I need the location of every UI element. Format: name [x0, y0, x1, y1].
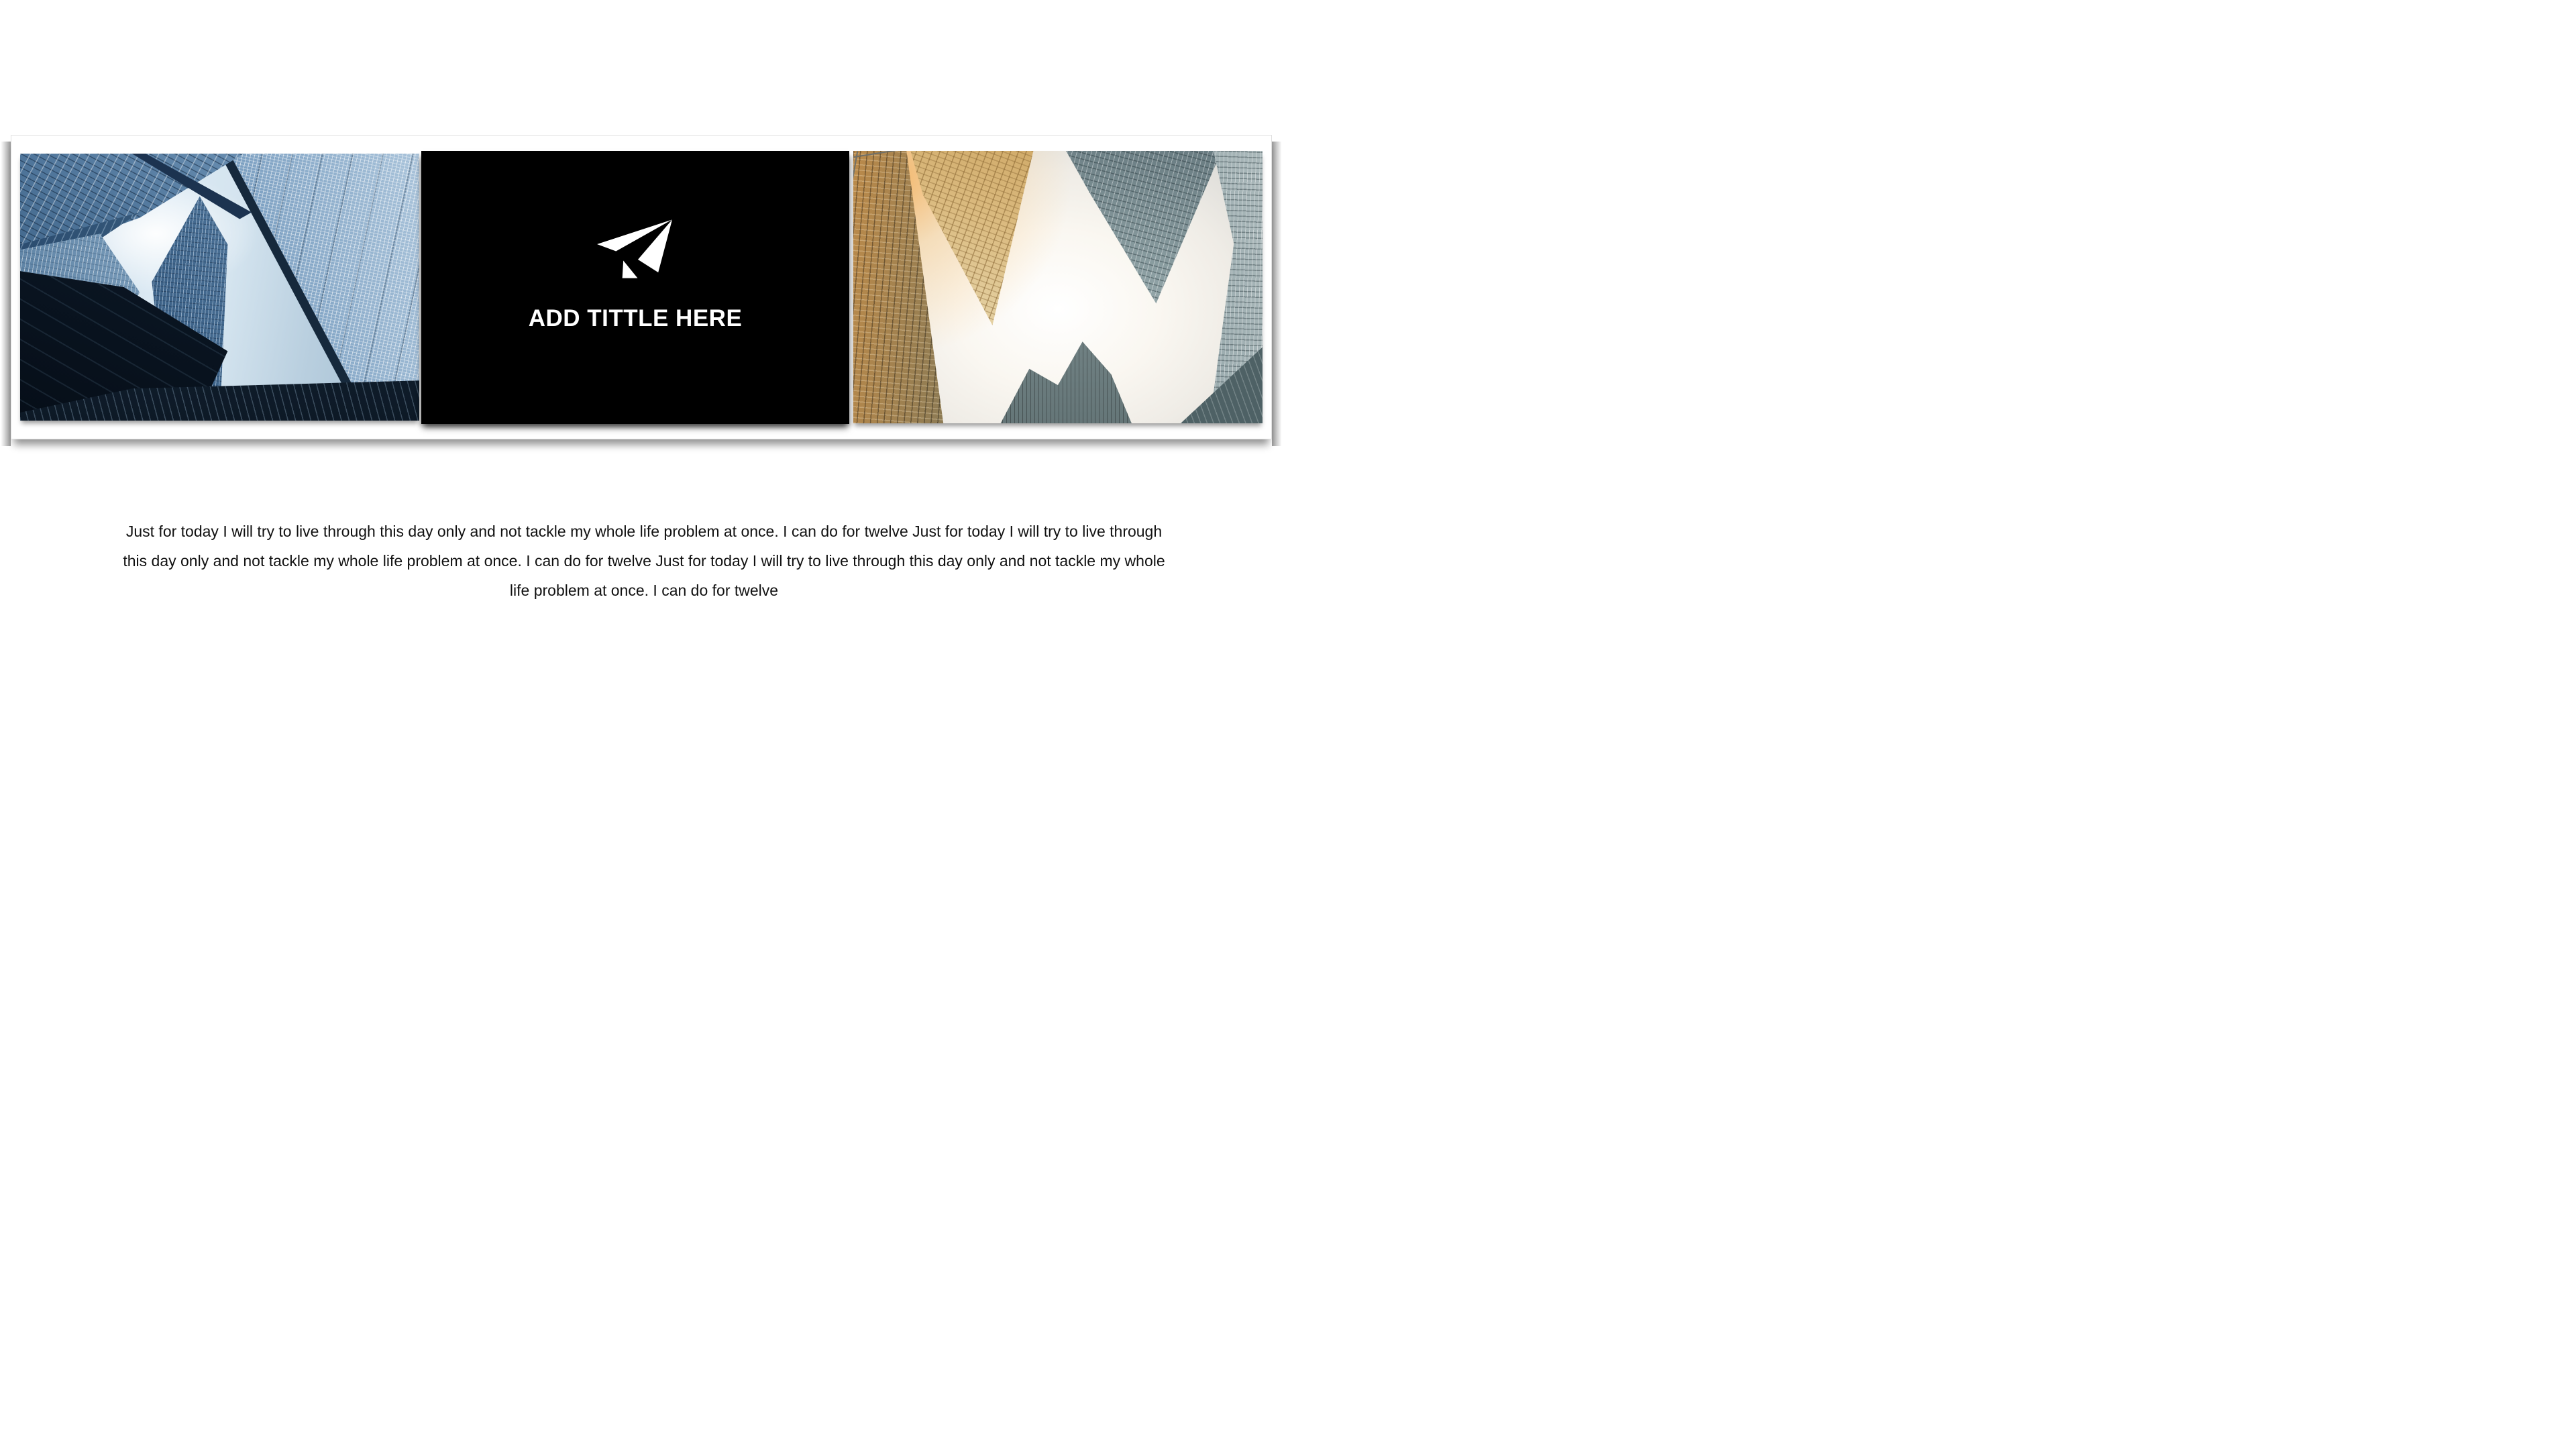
paper-plane-icon: [597, 218, 674, 278]
left-photo: [20, 154, 419, 421]
right-photo: [853, 151, 1263, 423]
body-text: [0, 517, 1288, 605]
body-text-line: this day only and not tackle my whole life problem at once. I can do for twelve Just for today I will try to live through this day only and not tackle my whole: [123, 552, 1165, 570]
page-background: [0, 0, 1288, 724]
slide-title: ADD TITTLE HERE: [528, 305, 743, 331]
body-text-line: life problem at once. I can do for twelve: [509, 582, 779, 599]
title-panel: [421, 151, 849, 424]
slide-strip: [11, 135, 1272, 439]
body-text-line: Just for today I will try to live through this day only and not tackle my whole life problem at once. I can do for twelve Just for today I will try to live through: [125, 523, 1163, 540]
